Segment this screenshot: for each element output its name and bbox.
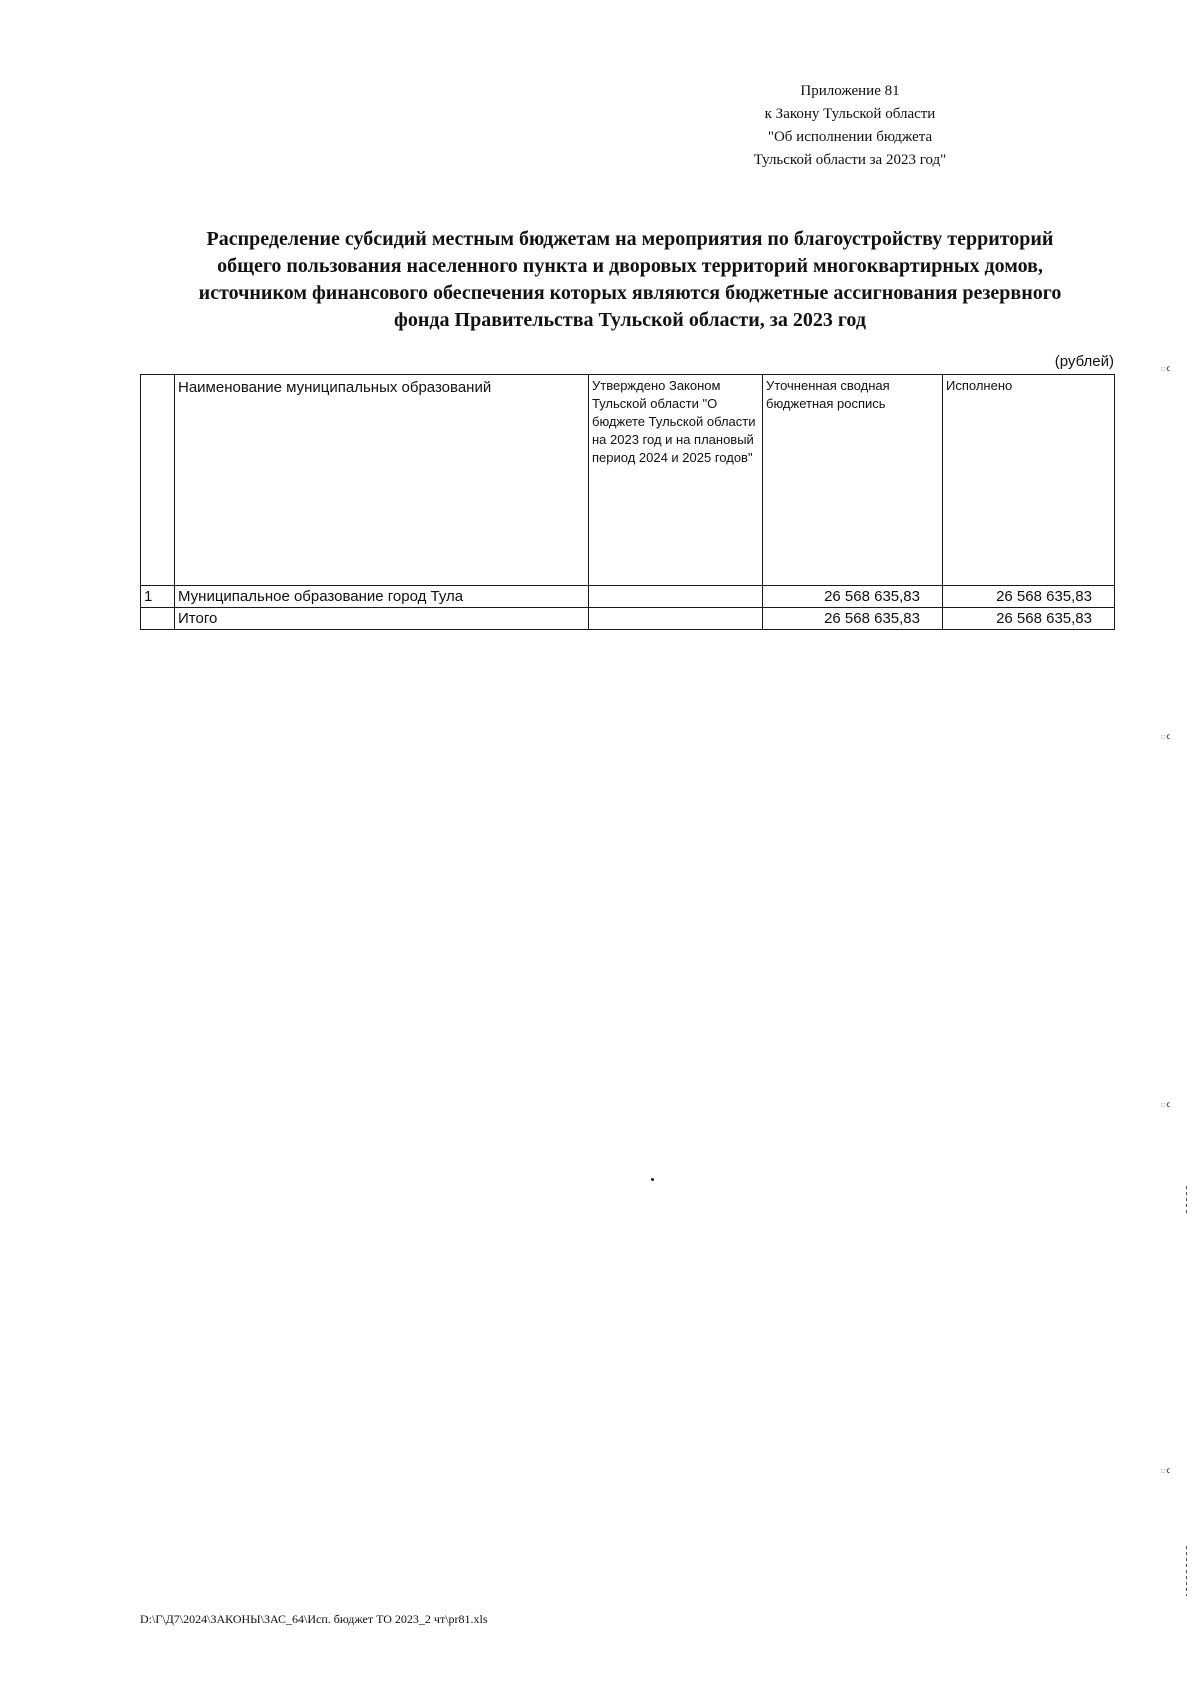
distribution-table	[140, 374, 1115, 630]
file-path-footer: D:\Г\Д7\2024\ЗАКОНЫ\ЗАС_64\Исп. бюджет ТО 2023_2 чт\pr81.xls	[140, 1612, 488, 1626]
appendix-line-3: "Об исполнении бюджета	[767, 129, 933, 145]
title-line-2: общего пользования населенного пункта и дворовых территорий многоквартирных домов,	[217, 255, 1043, 277]
table-header-row	[141, 375, 1115, 586]
title-line-1: Распределение субсидий местным бюджетам на мероприятия по благоустройству территорий	[206, 228, 1054, 250]
scan-tick	[1186, 1546, 1187, 1596]
row-approved	[589, 586, 763, 608]
row-num: 1	[141, 586, 175, 608]
scan-mark: ఁ	[1160, 1464, 1170, 1476]
scan-dot	[651, 1178, 654, 1181]
header-refined-budget: Уточненная сводная бюджетная роспись	[763, 375, 943, 586]
units-label: (рублей)	[1054, 353, 1114, 370]
appendix-line-1: Приложение 81	[800, 83, 900, 99]
scan-mark: ఁ	[1160, 730, 1170, 742]
title-line-4: фонда Правительства Тульской области, за 2023 год	[394, 309, 866, 331]
appendix-line-2: к Закону Тульской области	[764, 106, 936, 122]
header-approved: Утверждено Законом Тульской области "О бюджете Тульской области на 2023 год и на плановый период 2024 и 2025 годов"	[589, 375, 763, 586]
total-executed: 26 568 635,83	[943, 608, 1115, 630]
row-refined: 26 568 635,83	[763, 586, 943, 608]
scan-tick	[1186, 1186, 1187, 1216]
scan-mark: ఁ	[1160, 1098, 1170, 1110]
title-line-3: источником финансового обеспечения которых являются бюджетные ассигнования резервного	[198, 282, 1062, 304]
document-title	[130, 226, 1130, 334]
scan-mark: ఁ	[1160, 362, 1170, 374]
appendix-line-4: Тульской области за 2023 год"	[753, 152, 947, 168]
total-name: Итого	[175, 608, 589, 630]
table-row	[141, 586, 1115, 608]
header-num	[141, 375, 175, 586]
appendix-block	[700, 80, 1000, 172]
total-num	[141, 608, 175, 630]
table-total-row	[141, 608, 1115, 630]
row-name: Муниципальное образование город Тула	[175, 586, 589, 608]
header-executed: Исполнено	[943, 375, 1115, 586]
header-municipality-name: Наименование муниципальных образований	[175, 375, 589, 586]
row-executed: 26 568 635,83	[943, 586, 1115, 608]
total-refined: 26 568 635,83	[763, 608, 943, 630]
total-approved	[589, 608, 763, 630]
